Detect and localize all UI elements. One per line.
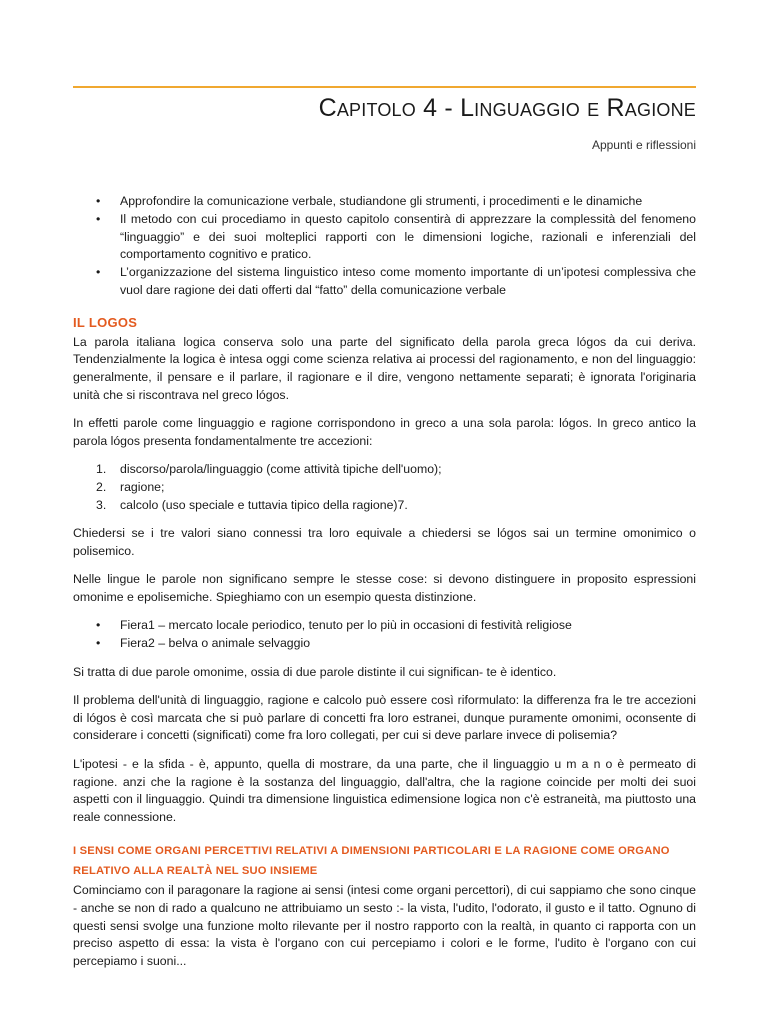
list-item: • L’organizzazione del sistema linguistico inteso come momento importante di un’ipotesi complessiva che vuol dare ragione dei dati offerti dal “fatto” della comunicazione verbale <box>73 264 696 300</box>
paragraph: Nelle lingue le parole non significano sempre le stesse cose: si devono distinguere in proposito espressioni omonime e epolisemiche. Spieghiamo con un esempio questa distinzione. <box>73 572 696 605</box>
list-item-text: discorso/parola/linguaggio (come attività tipiche dell'uomo); <box>120 462 442 477</box>
paragraph: Si tratta di due parole omonime, ossia di due parole distinte il cui significan- te è identico. <box>73 664 557 679</box>
numbered-list <box>73 461 696 514</box>
intro-bullet-list <box>73 193 696 300</box>
list-item: • Fiera2 – belva o animale selvaggio <box>73 635 696 653</box>
chapter-subtitle: Appunti e riflessioni <box>591 138 696 152</box>
section-heading-sensi: I SENSI COME ORGANI PERCETTIVI RELATIVI A DIMENSIONI PARTICOLARI E LA RAGIONE COME ORGANO RELATIVO ALLA REALTÀ NEL SUO INSIEME <box>73 844 670 877</box>
paragraph: L'ipotesi - e la sfida - è, appunto, quella di mostrare, da una parte, che il linguaggio u m a n o è permeato di ragione. anzi che la ragione è la sostanza del linguaggio, dall'altra, che la ragione coincide per molti dei suoi aspetti con il linguaggio. Quindi tra dimensione linguistica edimensione logica non c'è estraneità, ma piuttosto una reale connessione. <box>73 756 696 825</box>
paragraph: In effetti parole come linguaggio e ragione corrispondono in greco a una sola parola: lógos. In greco antico la parola lógos presenta fondamentalmente tre accezioni: <box>73 416 696 449</box>
list-item: • Il metodo con cui procediamo in questo capitolo consentirà di apprezzare la complessità del fenomeno “linguaggio” e dei suoi molteplici rapporti con le dimensioni logiche, razionali e inferenziali del comportamento cognitivo e pratico. <box>73 211 696 264</box>
list-item <box>73 461 696 479</box>
paragraph: La parola italiana logica conserva solo una parte del significato della parola greca lógos da cui deriva. Tendenzialmente la logica è intesa oggi come scienza relativa ai processi del ragionamento, e non del linguaggio: generalmente, il pensare e il parlare, il ragionare e il dire, vengono nettamente separati; è ignorata l'originaria unità che si riscontrava nel greco lógos. <box>73 334 696 402</box>
chapter-title: CAPITOLO 4 - LINGUAGGIO E RAGIONE <box>318 94 696 122</box>
list-item <box>73 479 696 497</box>
paragraph: Cominciamo con il paragonare la ragione ai sensi (intesi come organi percettori), di cui sappiamo che sono cinque - anche se non di rado a qualcuno ne attribuiamo un sesto :- la vista, l'udito, l'odorato, il gusto e il tatto. Ognuno di questi sensi svolge una funzione molto rilevante per il nostro rapporto con la realtà, in quanto ci rapporta con un preciso aspetto di essa: la vista è l'organo con cui percepiamo i colori e le forme, l'udito è l'organo con cui percepiamo i suoni... <box>73 882 696 969</box>
bullet-list <box>73 617 696 653</box>
list-item-text: calcolo (uso speciale e tuttavia tipico della ragione)7. <box>120 497 408 512</box>
paragraph: Chiedersi se i tre valori siano connessi tra loro equivale a chiedersi se lógos sai un termine omonimico o polisemico. <box>73 526 696 559</box>
paragraph: Il problema dell'unità di linguaggio, ragione e calcolo può essere così riformulato: la differenza fra le tre accezioni di lógos è così marcata che si può parlare di concetti fra loro estranei, dunque puramente omonimi, oconsente di considerare i concetti (significati) come fra loro collegati, per cui si deve parlare invece di polisemia? <box>73 692 696 743</box>
list-number: 2. <box>96 480 107 495</box>
list-number: 3. <box>96 497 107 512</box>
list-item-text: ragione; <box>120 480 165 495</box>
list-item: • Fiera1 – mercato locale periodico, tenuto per lo più in occasioni di festività religiose <box>73 617 696 635</box>
document-body <box>73 193 696 981</box>
list-item: • Approfondire la comunicazione verbale, studiandone gli strumenti, i procedimenti e le dinamiche <box>73 193 696 211</box>
list-item <box>73 497 696 515</box>
header-rule <box>73 86 696 88</box>
section-heading-logos: IL LOGOS <box>73 314 138 330</box>
list-number: 1. <box>96 462 107 477</box>
